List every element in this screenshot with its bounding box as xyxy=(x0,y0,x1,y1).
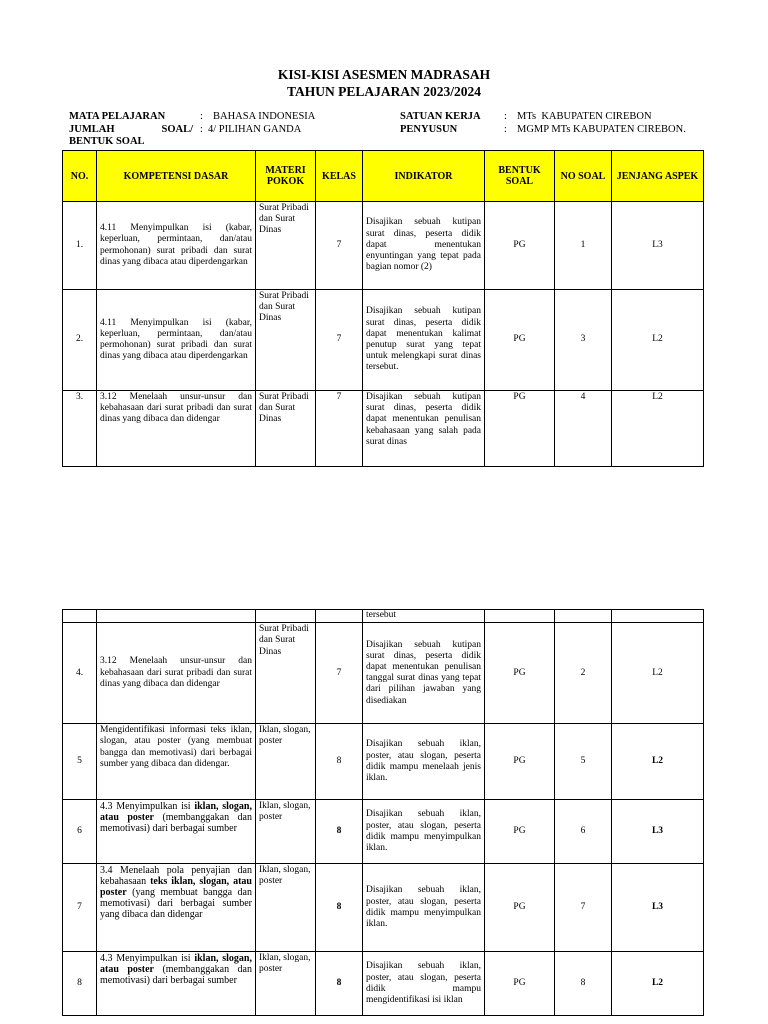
table-row xyxy=(63,391,704,467)
cell-bentuk: PG xyxy=(485,864,555,952)
table-row xyxy=(63,623,704,724)
cell-indikator-continuation: tersebut xyxy=(363,610,485,623)
cell-kd: 4.3 Menyimpulkan isi iklan, slogan, atau poster (membanggakan dan memotivasi) dari berbagai sumber xyxy=(97,800,256,864)
header-bentuk: BENTUK SOAL xyxy=(485,151,555,202)
cell-kelas: 7 xyxy=(316,202,363,290)
cell-indikator: Disajikan sebuah kutipan surat dinas, peserta didik dapat menentukan penulisan kebahasaan yang salah pada surat dinas xyxy=(363,391,485,467)
cell-kd: 3.12 Menelaah unsur-unsur dan kebahasaan dari surat pribadi dan surat dinas yang dibaca dan didengar xyxy=(97,623,256,724)
table-row xyxy=(63,800,704,864)
cell-kelas: 7 xyxy=(316,623,363,724)
header-kompetensi: KOMPETENSI DASAR xyxy=(97,151,256,202)
cell-no-soal: 7 xyxy=(555,864,612,952)
header-materi: MATERI POKOK xyxy=(256,151,316,202)
cell-bentuk: PG xyxy=(485,623,555,724)
cell-kelas: 8 xyxy=(316,724,363,800)
satuan-value: MTs KABUPATEN CIREBON xyxy=(517,111,652,122)
bentuk-label: BENTUK SOAL xyxy=(69,136,145,147)
header-kelas: KELAS xyxy=(316,151,363,202)
header-indikator: INDIKATOR xyxy=(363,151,485,202)
cell-materi: Iklan, slogan, poster xyxy=(256,952,316,1016)
header-no: NO. xyxy=(63,151,97,202)
cell-materi: Iklan, slogan, poster xyxy=(256,864,316,952)
cell-empty xyxy=(256,610,316,623)
cell-no: 6 xyxy=(63,800,97,864)
cell-kelas: 8 xyxy=(316,864,363,952)
cell-jenjang: L2 xyxy=(612,290,704,391)
cell-materi: Surat Pribadi dan Surat Dinas xyxy=(256,202,316,290)
penyusun-value: MGMP MTs KABUPATEN CIREBON. xyxy=(517,124,686,135)
cell-indikator: Disajikan sebuah kutipan surat dinas, peserta didik dapat menentukan penulisan tanggal surat dinas yang tepat dari pilihan jawaban yang disediakan xyxy=(363,623,485,724)
cell-jenjang: L3 xyxy=(612,800,704,864)
cell-no: 3. xyxy=(63,391,97,467)
table-row xyxy=(63,202,704,290)
jumlah-value: 4/ PILIHAN GANDA xyxy=(208,124,302,135)
cell-kd: 3.12 Menelaah unsur-unsur dan kebahasaan dari surat pribadi dan surat dinas yang dibaca dan didengar xyxy=(97,391,256,467)
mapel-sep: : xyxy=(200,111,203,122)
cell-no: 1. xyxy=(63,202,97,290)
cell-bentuk: PG xyxy=(485,952,555,1016)
document-subtitle: TAHUN PELAJARAN 2023/2024 xyxy=(286,84,481,99)
cell-no-soal: 4 xyxy=(555,391,612,467)
cell-materi: Surat Pribadi dan Surat Dinas xyxy=(256,623,316,724)
jumlah-label: JUMLAH SOAL/ xyxy=(69,124,193,135)
cell-no: 7 xyxy=(63,864,97,952)
jumlah-sep: : xyxy=(200,124,203,135)
kisi-table-page2 xyxy=(62,609,704,1016)
cell-no: 2. xyxy=(63,290,97,391)
satuan-sep: : xyxy=(504,111,507,122)
cell-kd: Mengidentifikasi informasi teks iklan, slogan, atau poster (yang membuat bangga dan memotivasi) dari berbagai sumber yang dibaca dan didengar. xyxy=(97,724,256,800)
cell-bentuk: PG xyxy=(485,800,555,864)
cell-no-soal: 1 xyxy=(555,202,612,290)
cell-kd: 4.3 Menyimpulkan isi iklan, slogan, atau poster (membanggakan dan memotivasi) dari berbagai sumber xyxy=(97,952,256,1016)
cell-empty xyxy=(612,610,704,623)
cell-kd: 4.11 Menyimpulkan isi (kabar, keperluan, permintaan, dan/atau permohonan) surat pribadi dan surat dinas yang dibaca atau diperdengarkan xyxy=(97,290,256,391)
cell-no-soal: 5 xyxy=(555,724,612,800)
cell-indikator: Disajikan sebuah kutipan surat dinas, peserta didik dapat menentukan enyuntingan yang tepat pada bagian nomor (2) xyxy=(363,202,485,290)
satuan-label: SATUAN KERJA xyxy=(400,111,481,122)
cell-empty xyxy=(63,610,97,623)
cell-materi: Iklan, slogan, poster xyxy=(256,800,316,864)
cell-indikator: Disajikan sebuah iklan, poster, atau slogan, peserta didik mampu mengidentifikasi isi iklan xyxy=(363,952,485,1016)
kisi-table-page1 xyxy=(62,150,704,467)
cell-empty xyxy=(97,610,256,623)
table-header-row xyxy=(63,151,704,202)
cell-kd: 3.4 Menelaah pola penyajian dan kebahasaan teks iklan, slogan, atau poster (yang membuat bangga dan memotivasi) dari berbagai sumber yang dibaca dan didengar xyxy=(97,864,256,952)
cell-kelas: 8 xyxy=(316,952,363,1016)
cell-indikator: Disajikan sebuah iklan, poster, atau slogan, peserta didik mampu menyimpulkan iklan. xyxy=(363,864,485,952)
mapel-label: MATA PELAJARAN xyxy=(69,111,166,122)
cell-bentuk: PG xyxy=(485,391,555,467)
cell-kd: 4.11 Menyimpulkan isi (kabar, keperluan, permintaan, dan/atau permohonan) surat pribadi dan surat dinas yang dibaca atau diperdengarkan xyxy=(97,202,256,290)
cell-empty xyxy=(555,610,612,623)
cell-no-soal: 8 xyxy=(555,952,612,1016)
cell-jenjang: L2 xyxy=(612,952,704,1016)
cell-empty xyxy=(485,610,555,623)
cell-no-soal: 2 xyxy=(555,623,612,724)
cell-materi: Surat Pribadi dan Surat Dinas xyxy=(256,391,316,467)
table-row xyxy=(63,290,704,391)
table-row xyxy=(63,864,704,952)
cell-materi: Surat Pribadi dan Surat Dinas xyxy=(256,290,316,391)
cell-no-soal: 3 xyxy=(555,290,612,391)
cell-indikator: Disajikan sebuah kutipan surat dinas, peserta didik dapat menentukan kalimat penutup surat yang tepat untuk melengkapi surat dinas tersebut. xyxy=(363,290,485,391)
header-jenjang: JENJANG ASPEK xyxy=(612,151,704,202)
header-no-soal: NO SOAL xyxy=(555,151,612,202)
cell-bentuk: PG xyxy=(485,202,555,290)
cell-empty xyxy=(316,610,363,623)
cell-jenjang: L2 xyxy=(612,391,704,467)
cell-no-soal: 6 xyxy=(555,800,612,864)
cell-kelas: 7 xyxy=(316,290,363,391)
penyusun-sep: : xyxy=(504,124,507,135)
penyusun-label: PENYUSUN xyxy=(400,124,458,135)
cell-indikator: Disajikan sebuah iklan, poster, atau slogan, peserta didik mampu menyimpulkan iklan. xyxy=(363,800,485,864)
cell-no: 5 xyxy=(63,724,97,800)
cell-bentuk: PG xyxy=(485,724,555,800)
document-title: KISI-KISI ASESMEN MADRASAH xyxy=(277,67,491,82)
continuation-row xyxy=(63,610,704,623)
cell-indikator: Disajikan sebuah iklan, poster, atau slogan, peserta didik mampu menelaah jenis iklan. xyxy=(363,724,485,800)
cell-kelas: 7 xyxy=(316,391,363,467)
cell-jenjang: L2 xyxy=(612,724,704,800)
table-row xyxy=(63,952,704,1016)
mapel-value: BAHASA INDONESIA xyxy=(213,111,316,122)
table-row xyxy=(63,724,704,800)
cell-no: 4. xyxy=(63,623,97,724)
cell-bentuk: PG xyxy=(485,290,555,391)
cell-materi: Iklan, slogan, poster xyxy=(256,724,316,800)
cell-jenjang: L2 xyxy=(612,623,704,724)
cell-kelas: 8 xyxy=(316,800,363,864)
cell-jenjang: L3 xyxy=(612,864,704,952)
cell-jenjang: L3 xyxy=(612,202,704,290)
cell-no: 8 xyxy=(63,952,97,1016)
